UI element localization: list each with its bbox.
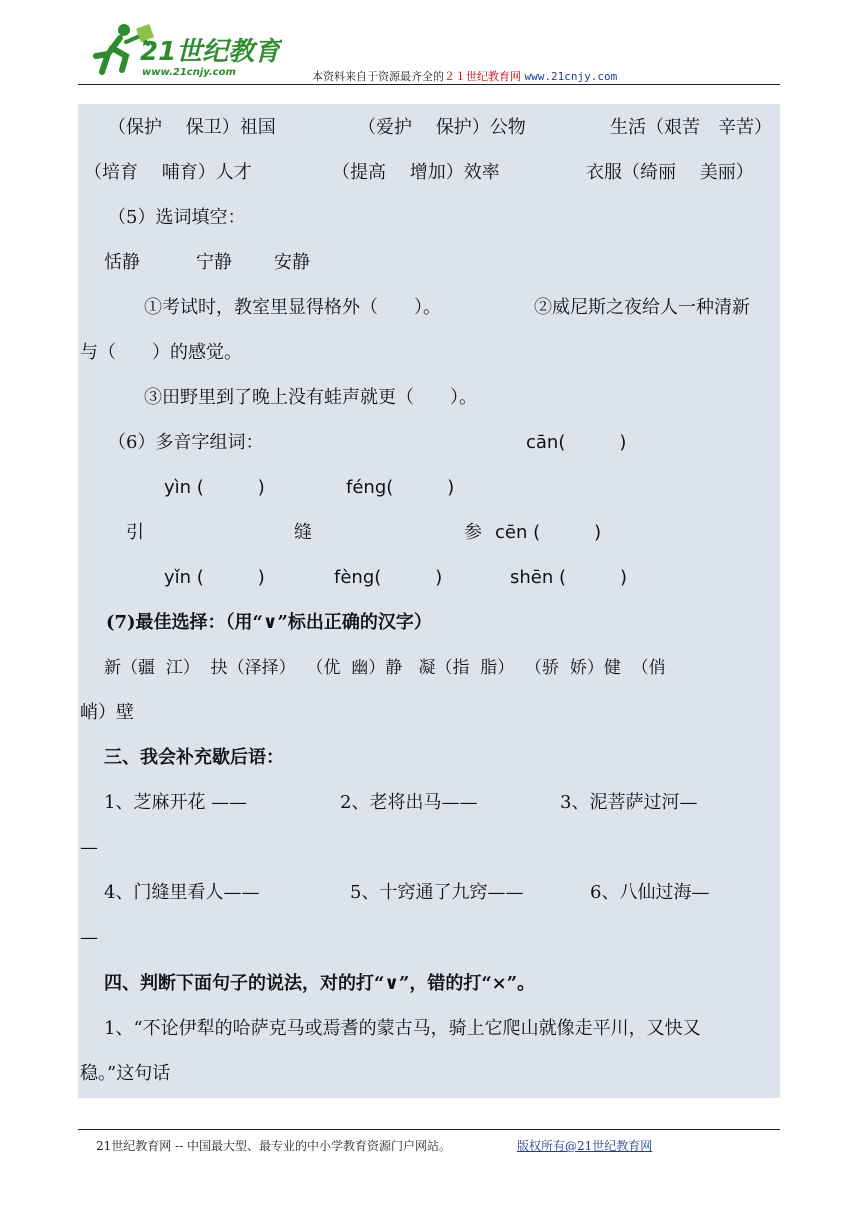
svg-text:21世纪教育: 21世纪教育 <box>140 37 281 67</box>
polyphonic-char: 参 <box>464 522 482 543</box>
source-url-link[interactable]: www.21cnjy.com <box>524 70 618 83</box>
header-divider <box>78 84 780 85</box>
svg-text:www.21cnjy.com: www.21cnjy.com <box>142 67 236 78</box>
word-option: 安静 <box>274 252 310 273</box>
pinyin-blank: féng( ) <box>346 477 455 498</box>
pinyin-blank: shēn ( ) <box>510 567 628 588</box>
judgment-sentence: 稳。”这句话 <box>80 1063 171 1084</box>
pinyin-blank: cēn ( ) <box>495 522 602 543</box>
section-heading: 三、我会补充歇后语： <box>104 747 284 768</box>
word-option: 宁静 <box>196 252 232 273</box>
polyphonic-char: 缝 <box>294 522 312 543</box>
choice-line: 新（疆 江） 抉（泽择） （优 幽）静 凝（指 脂） （骄 娇）健 （俏 <box>104 658 666 678</box>
choice-item: （培育 哺育）人才 <box>84 162 252 183</box>
footer-text: 21世纪教育网 -- 中国最大型、最专业的中小学教育资源门户网站。 <box>96 1139 452 1153</box>
fill-blank-sentence: ①考试时，教室里显得格外（ ）。 <box>144 297 441 318</box>
proverb-item: 3、泥菩萨过河— <box>560 792 698 813</box>
proverb-item: 1、芝麻开花 —— <box>104 792 248 813</box>
proverb-item: 2、老将出马—— <box>340 792 478 813</box>
pinyin-blank: cān( ) <box>526 432 627 453</box>
section-heading: (7)最佳选择：（用“∨”标出正确的汉字） <box>106 612 432 633</box>
section-heading: （6）多音字组词： <box>108 432 264 453</box>
choice-item: （提高 增加）效率 <box>332 162 500 183</box>
document-body <box>78 104 780 1098</box>
copyright-link[interactable]: 版权所有@21世纪教育网 <box>517 1139 653 1153</box>
choice-item: 生活（艰苦 辛苦） <box>610 117 772 138</box>
proverb-item: — <box>80 837 98 858</box>
word-option: 恬静 <box>104 252 140 273</box>
choice-line: 峭）壁 <box>80 702 134 723</box>
source-note: 本资料来自于资源最齐全的２１世纪教育网 www.21cnjy.com <box>312 70 618 83</box>
judgment-sentence: 1、“不论伊犁的哈萨克马或焉耆的蒙古马，骑上它爬山就像走平川，又快又 <box>104 1018 701 1039</box>
section-heading: 四、判断下面句子的说法，对的打“∨”，错的打“×”。 <box>104 973 536 994</box>
proverb-item: 5、十窍通了九窍—— <box>350 882 524 903</box>
choice-item: （爱护 保护）公物 <box>358 117 526 138</box>
proverb-item: — <box>80 927 98 948</box>
pinyin-blank: yìn ( ) <box>164 477 265 498</box>
fill-blank-sentence: 与（ ）的感觉。 <box>80 342 242 363</box>
site-logo <box>82 20 282 82</box>
polyphonic-char: 引 <box>126 522 144 543</box>
choice-item: 衣服（绮丽 美丽） <box>586 162 754 183</box>
runner-logo-icon <box>82 20 282 82</box>
footer-divider <box>78 1129 780 1130</box>
pinyin-blank: fèng( ) <box>334 567 443 588</box>
fill-blank-sentence: ②威尼斯之夜给人一种清新 <box>534 297 750 318</box>
pinyin-blank: yǐn ( ) <box>164 567 265 588</box>
proverb-item: 6、八仙过海— <box>590 882 710 903</box>
proverb-item: 4、门缝里看人—— <box>104 882 260 903</box>
section-heading: （5）选词填空： <box>108 207 246 228</box>
choice-item: （保护 保卫）祖国 <box>108 117 276 138</box>
fill-blank-sentence: ③田野里到了晚上没有蛙声就更（ ）。 <box>144 387 477 408</box>
